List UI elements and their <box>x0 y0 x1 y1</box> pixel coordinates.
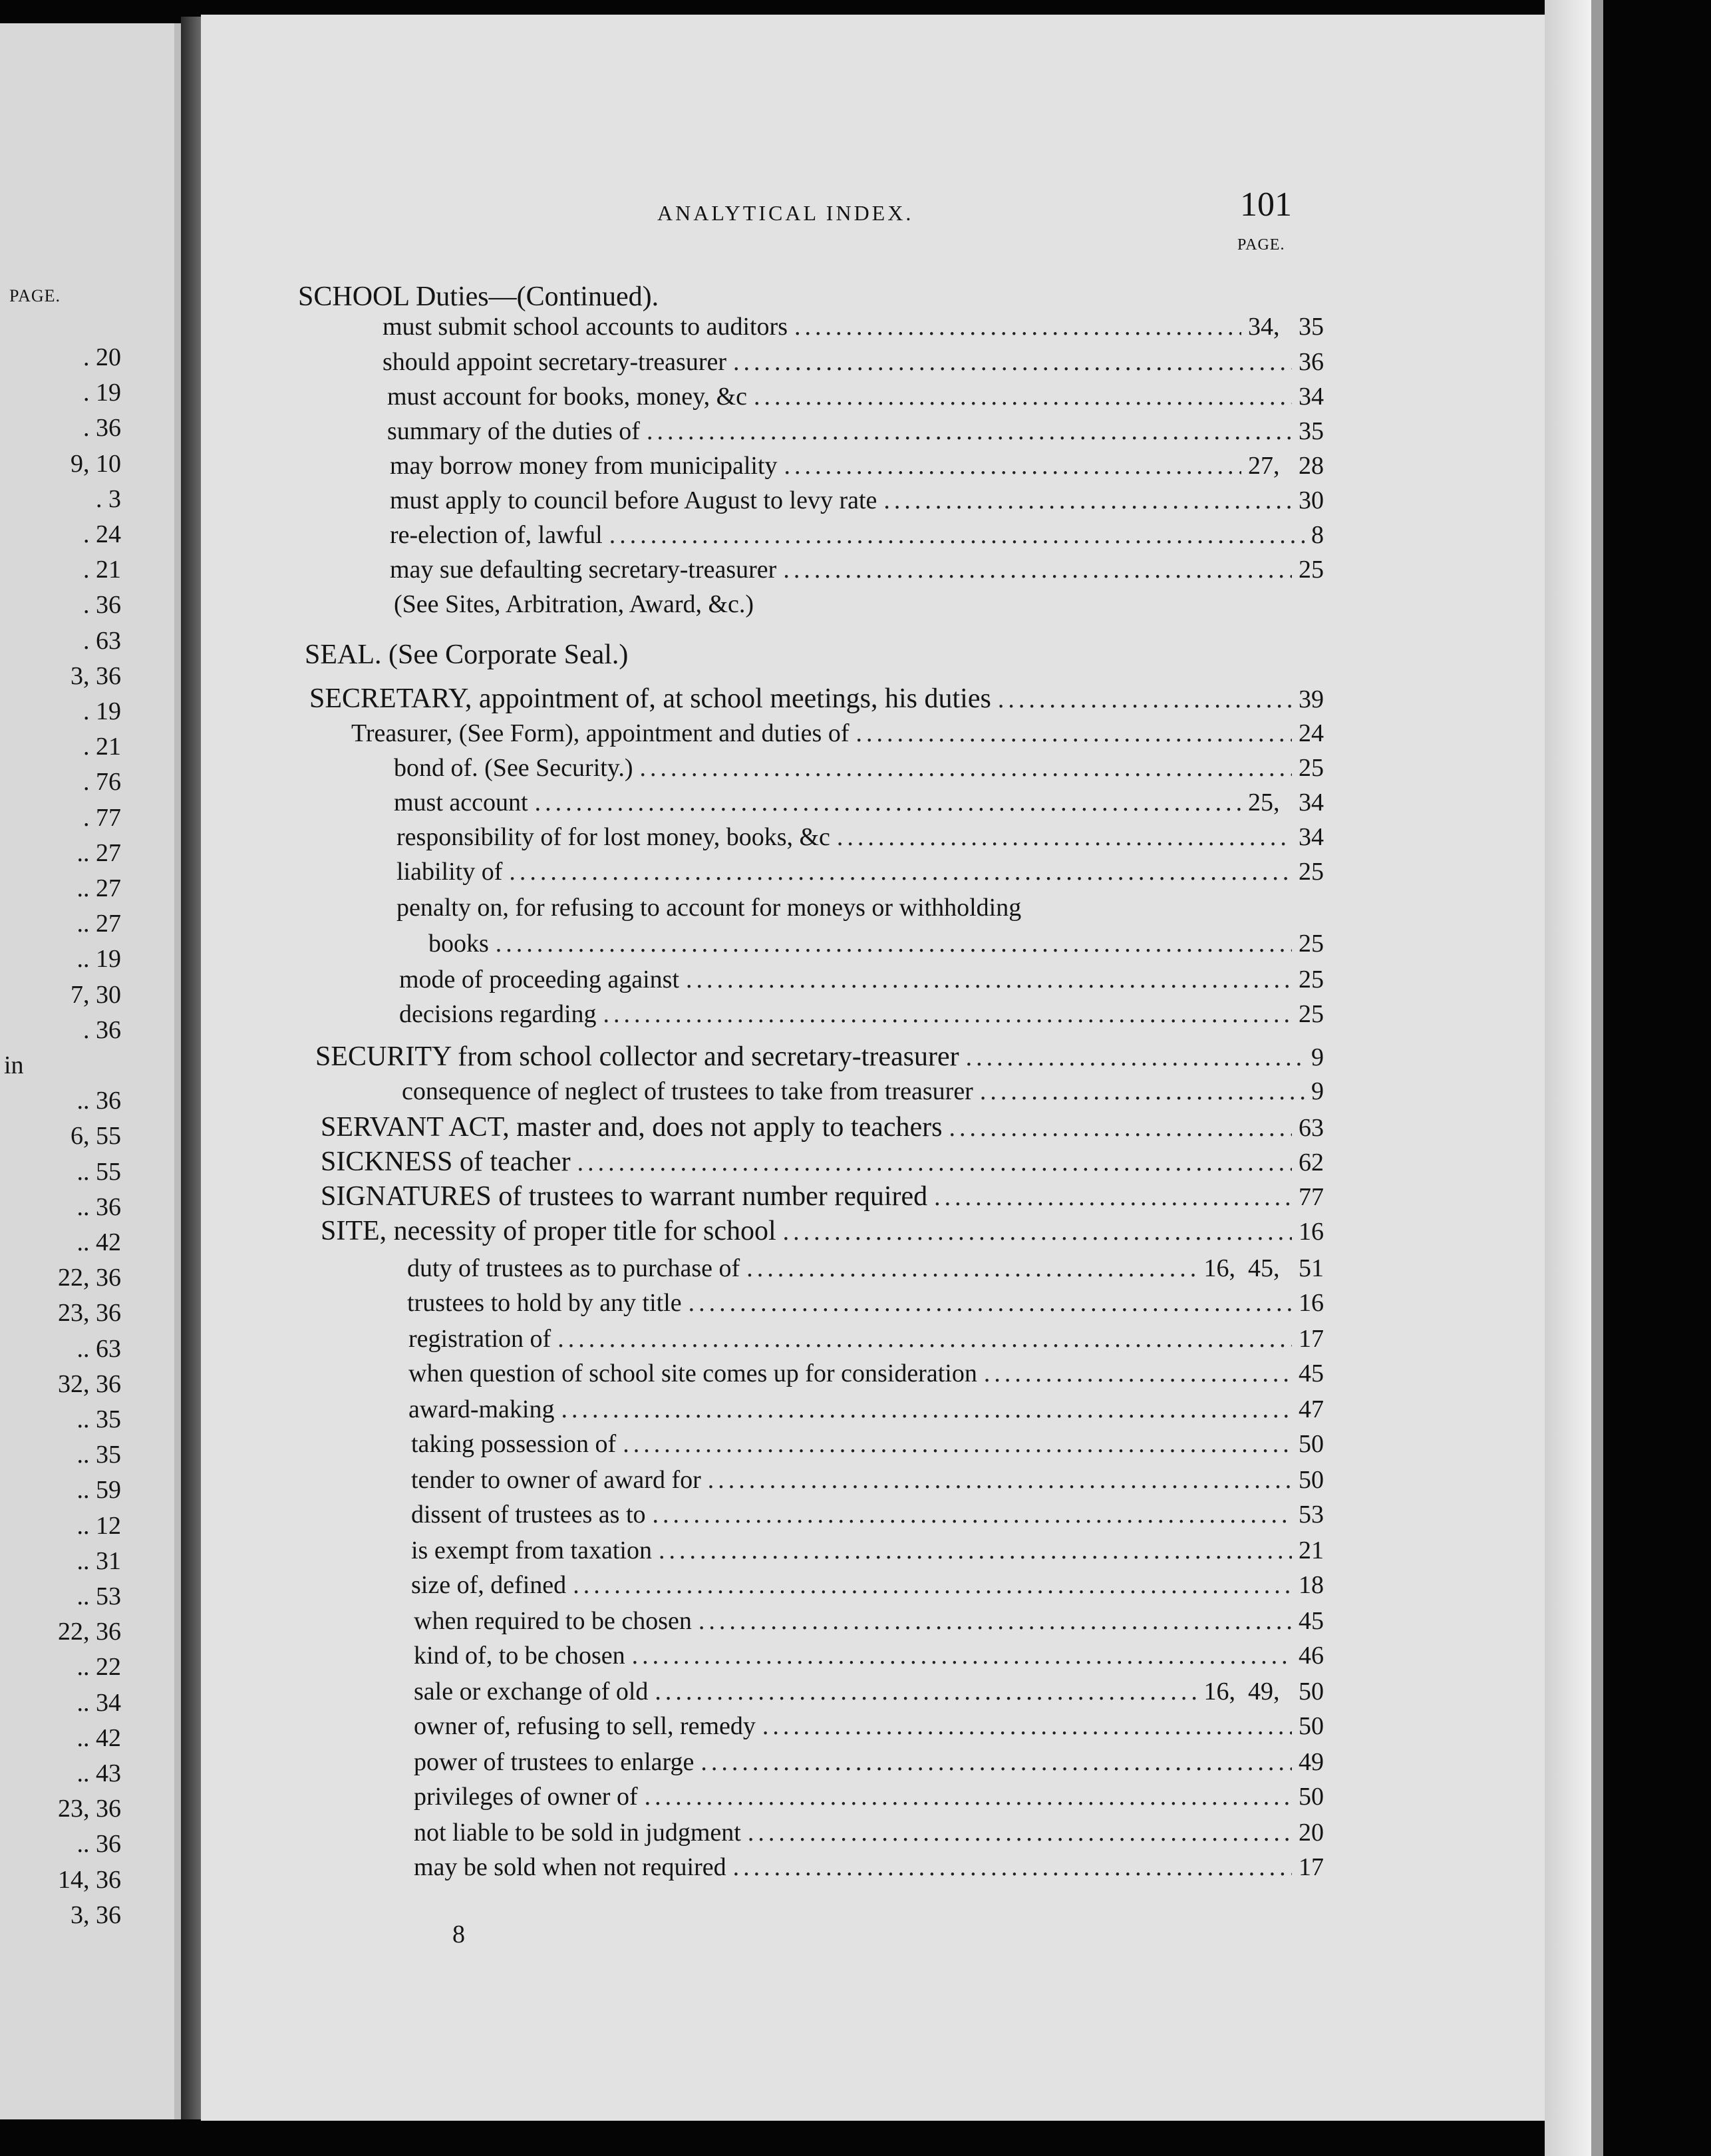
index-entry-text: registration of <box>408 1325 551 1353</box>
index-entry-text: mode of proceeding against <box>399 966 680 993</box>
index-entry-text: owner of, refusing to sell, remedy <box>414 1712 756 1740</box>
left-page-number: . 36 <box>83 591 121 620</box>
index-entry-text: responsibility of for lost money, books, &c <box>396 823 830 851</box>
index-entry <box>414 1779 1324 1814</box>
index-entry-pages: 17 <box>1299 1325 1324 1353</box>
index-entry-pages: 77 <box>1299 1183 1324 1211</box>
index-entry-pages: 25 <box>1299 930 1324 958</box>
index-entry-text: taking possession of <box>411 1430 617 1458</box>
dot-leader <box>509 854 1292 889</box>
index-entry <box>321 1214 1324 1249</box>
index-entry <box>408 1356 1324 1391</box>
index-entry-pages: 25 <box>1299 556 1324 584</box>
index-entry-pages: 50 <box>1299 1466 1324 1494</box>
index-entry-text: when required to be chosen <box>414 1607 692 1635</box>
dot-leader <box>754 379 1292 414</box>
index-entry <box>396 890 1324 925</box>
dot-leader <box>623 1427 1292 1461</box>
index-entry-pages: 25 <box>1299 1000 1324 1028</box>
index-entry <box>411 1497 1324 1532</box>
dot-leader <box>659 1533 1292 1568</box>
index-entry-text: kind of, to be chosen <box>414 1642 625 1670</box>
dot-leader <box>573 1568 1292 1602</box>
dot-leader <box>984 1356 1292 1391</box>
left-page-number: 3, 36 <box>71 661 121 690</box>
dot-leader <box>653 1497 1292 1532</box>
index-entry-text: dissent of trustees as to <box>411 1501 646 1528</box>
index-entry-text: award-making <box>408 1395 555 1423</box>
index-entry-text: bond of. (See Security.) <box>394 754 633 782</box>
left-page-number: .. 43 <box>77 1759 121 1787</box>
index-entry <box>390 483 1324 518</box>
index-entry-text: may sue defaulting secretary-treasurer <box>390 556 777 584</box>
left-page-number: . 21 <box>83 733 121 761</box>
index-entry <box>399 997 1324 1031</box>
index-entry-pages: 45 <box>1299 1359 1324 1387</box>
dot-leader <box>655 1674 1197 1709</box>
index-entry-pages: 63 <box>1299 1114 1324 1142</box>
dot-leader <box>783 1214 1292 1249</box>
index-entry-pages: 16 <box>1299 1218 1324 1246</box>
dot-leader <box>535 785 1241 820</box>
index-entry-pages: 25 <box>1299 754 1324 782</box>
index-entry-pages: 50 <box>1299 1430 1324 1458</box>
left-page-number: . 19 <box>83 697 121 725</box>
left-page-number: .. 27 <box>77 838 121 867</box>
dot-leader <box>699 1604 1292 1638</box>
dot-leader <box>783 552 1292 587</box>
index-entry-pages: 39 <box>1299 685 1324 713</box>
index-entry-text: should appoint secretary-treasurer <box>383 348 727 376</box>
dot-leader <box>746 1251 1197 1286</box>
index-entry-text: power of trustees to enlarge <box>414 1748 695 1776</box>
index-entry-text: must submit school accounts to auditors <box>383 313 788 341</box>
page-column-label: PAGE. <box>1237 236 1285 254</box>
index-entry-pages: 36 <box>1299 348 1324 376</box>
index-entry-pages: 18 <box>1299 1571 1324 1599</box>
index-entry-text: SICKNESS of teacher <box>321 1147 571 1177</box>
left-page-number: . 24 <box>83 520 121 548</box>
left-page-number: .. 34 <box>77 1688 121 1717</box>
dot-leader <box>557 1322 1292 1356</box>
index-entry <box>321 1145 1324 1180</box>
index-entry-pages: 62 <box>1299 1149 1324 1176</box>
index-entry <box>309 681 1324 717</box>
left-page-number: .. 55 <box>77 1157 121 1186</box>
index-entry-pages: 27, 28 <box>1248 452 1324 480</box>
dot-leader <box>561 1392 1292 1427</box>
index-entry <box>383 309 1324 344</box>
left-page-number: . 77 <box>83 803 121 832</box>
index-entry <box>407 1286 1324 1320</box>
index-entry-text: SECRETARY, appointment of, at school meetings, his duties <box>309 683 991 714</box>
index-entry <box>414 1850 1324 1885</box>
index-entry <box>428 926 1324 961</box>
index-entry-pages: 8 <box>1311 521 1324 549</box>
index-entry <box>394 785 1324 820</box>
index-entry <box>402 1074 1324 1109</box>
left-page-number: .. 22 <box>77 1653 121 1682</box>
left-page-number: 7, 30 <box>71 980 121 1009</box>
index-entry-text: size of, defined <box>411 1571 567 1599</box>
left-page-header: PAGE. <box>9 286 61 305</box>
dot-leader <box>603 997 1292 1031</box>
index-entry-pages: 50 <box>1299 1712 1324 1740</box>
dot-leader <box>686 962 1292 997</box>
index-entry-text: when question of school site comes up for consideration <box>408 1359 977 1387</box>
index-entry <box>321 1110 1324 1145</box>
index-entry <box>411 1463 1324 1497</box>
index-entry <box>408 1322 1324 1356</box>
index-entry <box>414 1638 1324 1673</box>
index-entry <box>351 716 1324 751</box>
index-entry-pages: 17 <box>1299 1853 1324 1881</box>
index-entry-text: privileges of owner of <box>414 1783 638 1811</box>
dot-leader <box>640 751 1293 785</box>
index-entry-text: (See Sites, Arbitration, Award, &c.) <box>394 590 754 618</box>
dot-leader <box>632 1638 1292 1673</box>
left-page-number: .. 35 <box>77 1441 121 1469</box>
index-entry <box>390 518 1324 552</box>
index-entry <box>414 1815 1324 1850</box>
index-entry-text: Treasurer, (See Form), appointment and duties of <box>351 719 850 747</box>
index-entry-pages: 16, 45, 51 <box>1203 1254 1324 1282</box>
index-entry-pages: 34 <box>1299 823 1324 851</box>
index-entry-pages: 16, 49, 50 <box>1203 1678 1324 1706</box>
index-entry-text: must account for books, money, &c <box>387 383 748 411</box>
page-edge <box>1545 0 1591 2156</box>
left-page-number: 22, 36 <box>58 1264 121 1292</box>
dot-leader <box>949 1111 1293 1145</box>
left-page-number: . 21 <box>83 556 121 584</box>
left-page-number: .. 36 <box>77 1087 121 1115</box>
index-entry-text: must account <box>394 789 528 816</box>
left-page-number: . 36 <box>83 1015 121 1044</box>
dot-leader <box>609 518 1305 552</box>
left-facing-page <box>0 23 181 2119</box>
left-page-number: in <box>4 1051 24 1079</box>
left-page-number: . 20 <box>83 343 121 371</box>
index-entry <box>387 414 1324 449</box>
index-entry-pages: 47 <box>1299 1395 1324 1423</box>
left-page-number: 23, 36 <box>58 1795 121 1823</box>
index-entry <box>408 1392 1324 1427</box>
dot-leader <box>689 1286 1292 1320</box>
index-entry-text: SCHOOL Duties—(Continued). <box>298 281 659 312</box>
dot-leader <box>794 309 1241 344</box>
left-page-number: 9, 10 <box>71 449 121 478</box>
index-entry-text: re-election of, lawful <box>390 521 603 549</box>
left-page-number: .. 31 <box>77 1546 121 1575</box>
index-entry <box>414 1604 1324 1638</box>
signature-mark: 8 <box>452 1920 465 1948</box>
dot-leader <box>856 716 1292 751</box>
index-entry-text: SEAL. (See Corporate Seal.) <box>305 639 629 670</box>
index-entry-text: SIGNATURES of trustees to warrant number required <box>321 1181 928 1212</box>
index-entry-pages: 24 <box>1299 719 1324 747</box>
index-entry-pages: 45 <box>1299 1607 1324 1635</box>
left-page-number: .. 42 <box>77 1723 121 1752</box>
index-entry <box>394 587 1324 622</box>
left-page-number: .. 63 <box>77 1334 121 1363</box>
index-entry-pages: 25, 34 <box>1248 789 1324 816</box>
left-page-number: .. 36 <box>77 1192 121 1221</box>
index-entry-text: may be sold when not required <box>414 1853 726 1881</box>
index-entry <box>414 1745 1324 1779</box>
index-entry-text: SERVANT ACT, master and, does not apply to teachers <box>321 1112 943 1143</box>
page-number: 101 <box>1240 186 1292 224</box>
index-entry <box>411 1427 1324 1461</box>
index-entry-pages: 9 <box>1311 1043 1324 1071</box>
index-entry-pages: 21 <box>1299 1536 1324 1564</box>
left-page-number: 6, 55 <box>71 1122 121 1151</box>
index-entry-text: must apply to council before August to levy rate <box>390 486 877 514</box>
left-page-number: .. 12 <box>77 1511 121 1540</box>
index-entry-pages: 34, 35 <box>1248 313 1324 341</box>
dot-leader <box>708 1463 1292 1497</box>
dot-leader <box>837 820 1292 854</box>
index-entry <box>305 637 1324 672</box>
index-entry-pages: 49 <box>1299 1748 1324 1776</box>
left-page-number: 3, 36 <box>71 1900 121 1929</box>
index-entry <box>399 962 1324 997</box>
left-page-number: .. 19 <box>77 945 121 974</box>
index-entry <box>383 345 1324 379</box>
left-page-number: 23, 36 <box>58 1299 121 1328</box>
index-entry-text: decisions regarding <box>399 1000 597 1028</box>
left-page-number: 22, 36 <box>58 1618 121 1646</box>
index-entry-text: SECURITY from school collector and secretary-treasurer <box>315 1041 959 1072</box>
dot-leader <box>998 682 1292 717</box>
index-entry <box>390 552 1324 587</box>
dot-leader <box>934 1180 1292 1214</box>
dot-leader <box>733 345 1292 379</box>
index-entry <box>411 1533 1324 1568</box>
running-head: ANALYTICAL INDEX. <box>657 201 914 225</box>
index-entry-pages: 25 <box>1299 966 1324 993</box>
index-entry-text: liability of <box>396 858 503 886</box>
left-page-number: 14, 36 <box>58 1865 121 1894</box>
index-entry <box>396 854 1324 889</box>
index-entry <box>411 1568 1324 1602</box>
index-entry-text: may borrow money from municipality <box>390 452 778 480</box>
index-entry-text: books <box>428 930 489 958</box>
index-entry-pages: 46 <box>1299 1642 1324 1670</box>
index-entry-text: consequence of neglect of trustees to take from treasurer <box>402 1077 973 1105</box>
index-entry-pages: 16 <box>1299 1289 1324 1317</box>
left-page-number: . 19 <box>83 379 121 407</box>
index-entry-pages: 25 <box>1299 858 1324 886</box>
index-entry-pages: 35 <box>1299 417 1324 445</box>
dot-leader <box>883 483 1292 518</box>
index-entry-text: sale or exchange of old <box>414 1678 649 1706</box>
dot-leader <box>647 414 1292 449</box>
dot-leader <box>784 449 1241 483</box>
index-entry-text: not liable to be sold in judgment <box>414 1819 741 1847</box>
left-page-number: .. 27 <box>77 874 121 902</box>
index-entry-text: summary of the duties of <box>387 417 640 445</box>
index-entry <box>315 1039 1324 1075</box>
left-page-number: .. 42 <box>77 1228 121 1256</box>
index-entry <box>394 751 1324 785</box>
index-entry-text: tender to owner of award for <box>411 1466 701 1494</box>
dot-leader <box>966 1040 1305 1075</box>
left-page-number: . 3 <box>96 484 121 513</box>
index-entry-pages: 30 <box>1299 486 1324 514</box>
dot-leader <box>700 1745 1292 1779</box>
dot-leader <box>733 1850 1292 1885</box>
dot-leader <box>577 1145 1292 1180</box>
left-page-number: . 76 <box>83 768 121 797</box>
index-entry-pages: 53 <box>1299 1501 1324 1528</box>
left-page-number: .. 53 <box>77 1582 121 1610</box>
index-entry <box>390 449 1324 483</box>
index-entry <box>407 1251 1324 1286</box>
dot-leader <box>748 1815 1292 1850</box>
dot-leader <box>980 1074 1305 1109</box>
index-entry-text: penalty on, for refusing to account for moneys or withholding <box>396 894 1022 922</box>
index-entry <box>321 1179 1324 1214</box>
index-entry <box>387 379 1324 414</box>
left-page-number: 32, 36 <box>58 1369 121 1398</box>
index-entry-pages: 9 <box>1311 1077 1324 1105</box>
dot-leader <box>645 1779 1292 1814</box>
index-entry-pages: 34 <box>1299 383 1324 411</box>
left-page-number: .. 35 <box>77 1405 121 1433</box>
index-entry-pages: 20 <box>1299 1819 1324 1847</box>
index-entry-pages: 50 <box>1299 1783 1324 1811</box>
index-entry-text: duty of trustees as to purchase of <box>407 1254 740 1282</box>
left-page-number: . 63 <box>83 626 121 655</box>
index-entry <box>396 820 1324 854</box>
left-page-number: . 36 <box>83 414 121 443</box>
index-entry-text: is exempt from taxation <box>411 1536 652 1564</box>
left-page-number: .. 27 <box>77 910 121 938</box>
index-entry-text: trustees to hold by any title <box>407 1289 682 1317</box>
dot-leader <box>762 1709 1292 1743</box>
page-edge-shadow <box>1591 0 1603 2156</box>
index-entry-text: SITE, necessity of proper title for school <box>321 1216 776 1246</box>
index-entry <box>414 1709 1324 1743</box>
left-page-number: .. 59 <box>77 1476 121 1505</box>
book-gutter <box>181 17 201 2119</box>
dot-leader <box>496 926 1292 961</box>
left-page-number: .. 36 <box>77 1830 121 1859</box>
index-entry <box>414 1674 1324 1709</box>
